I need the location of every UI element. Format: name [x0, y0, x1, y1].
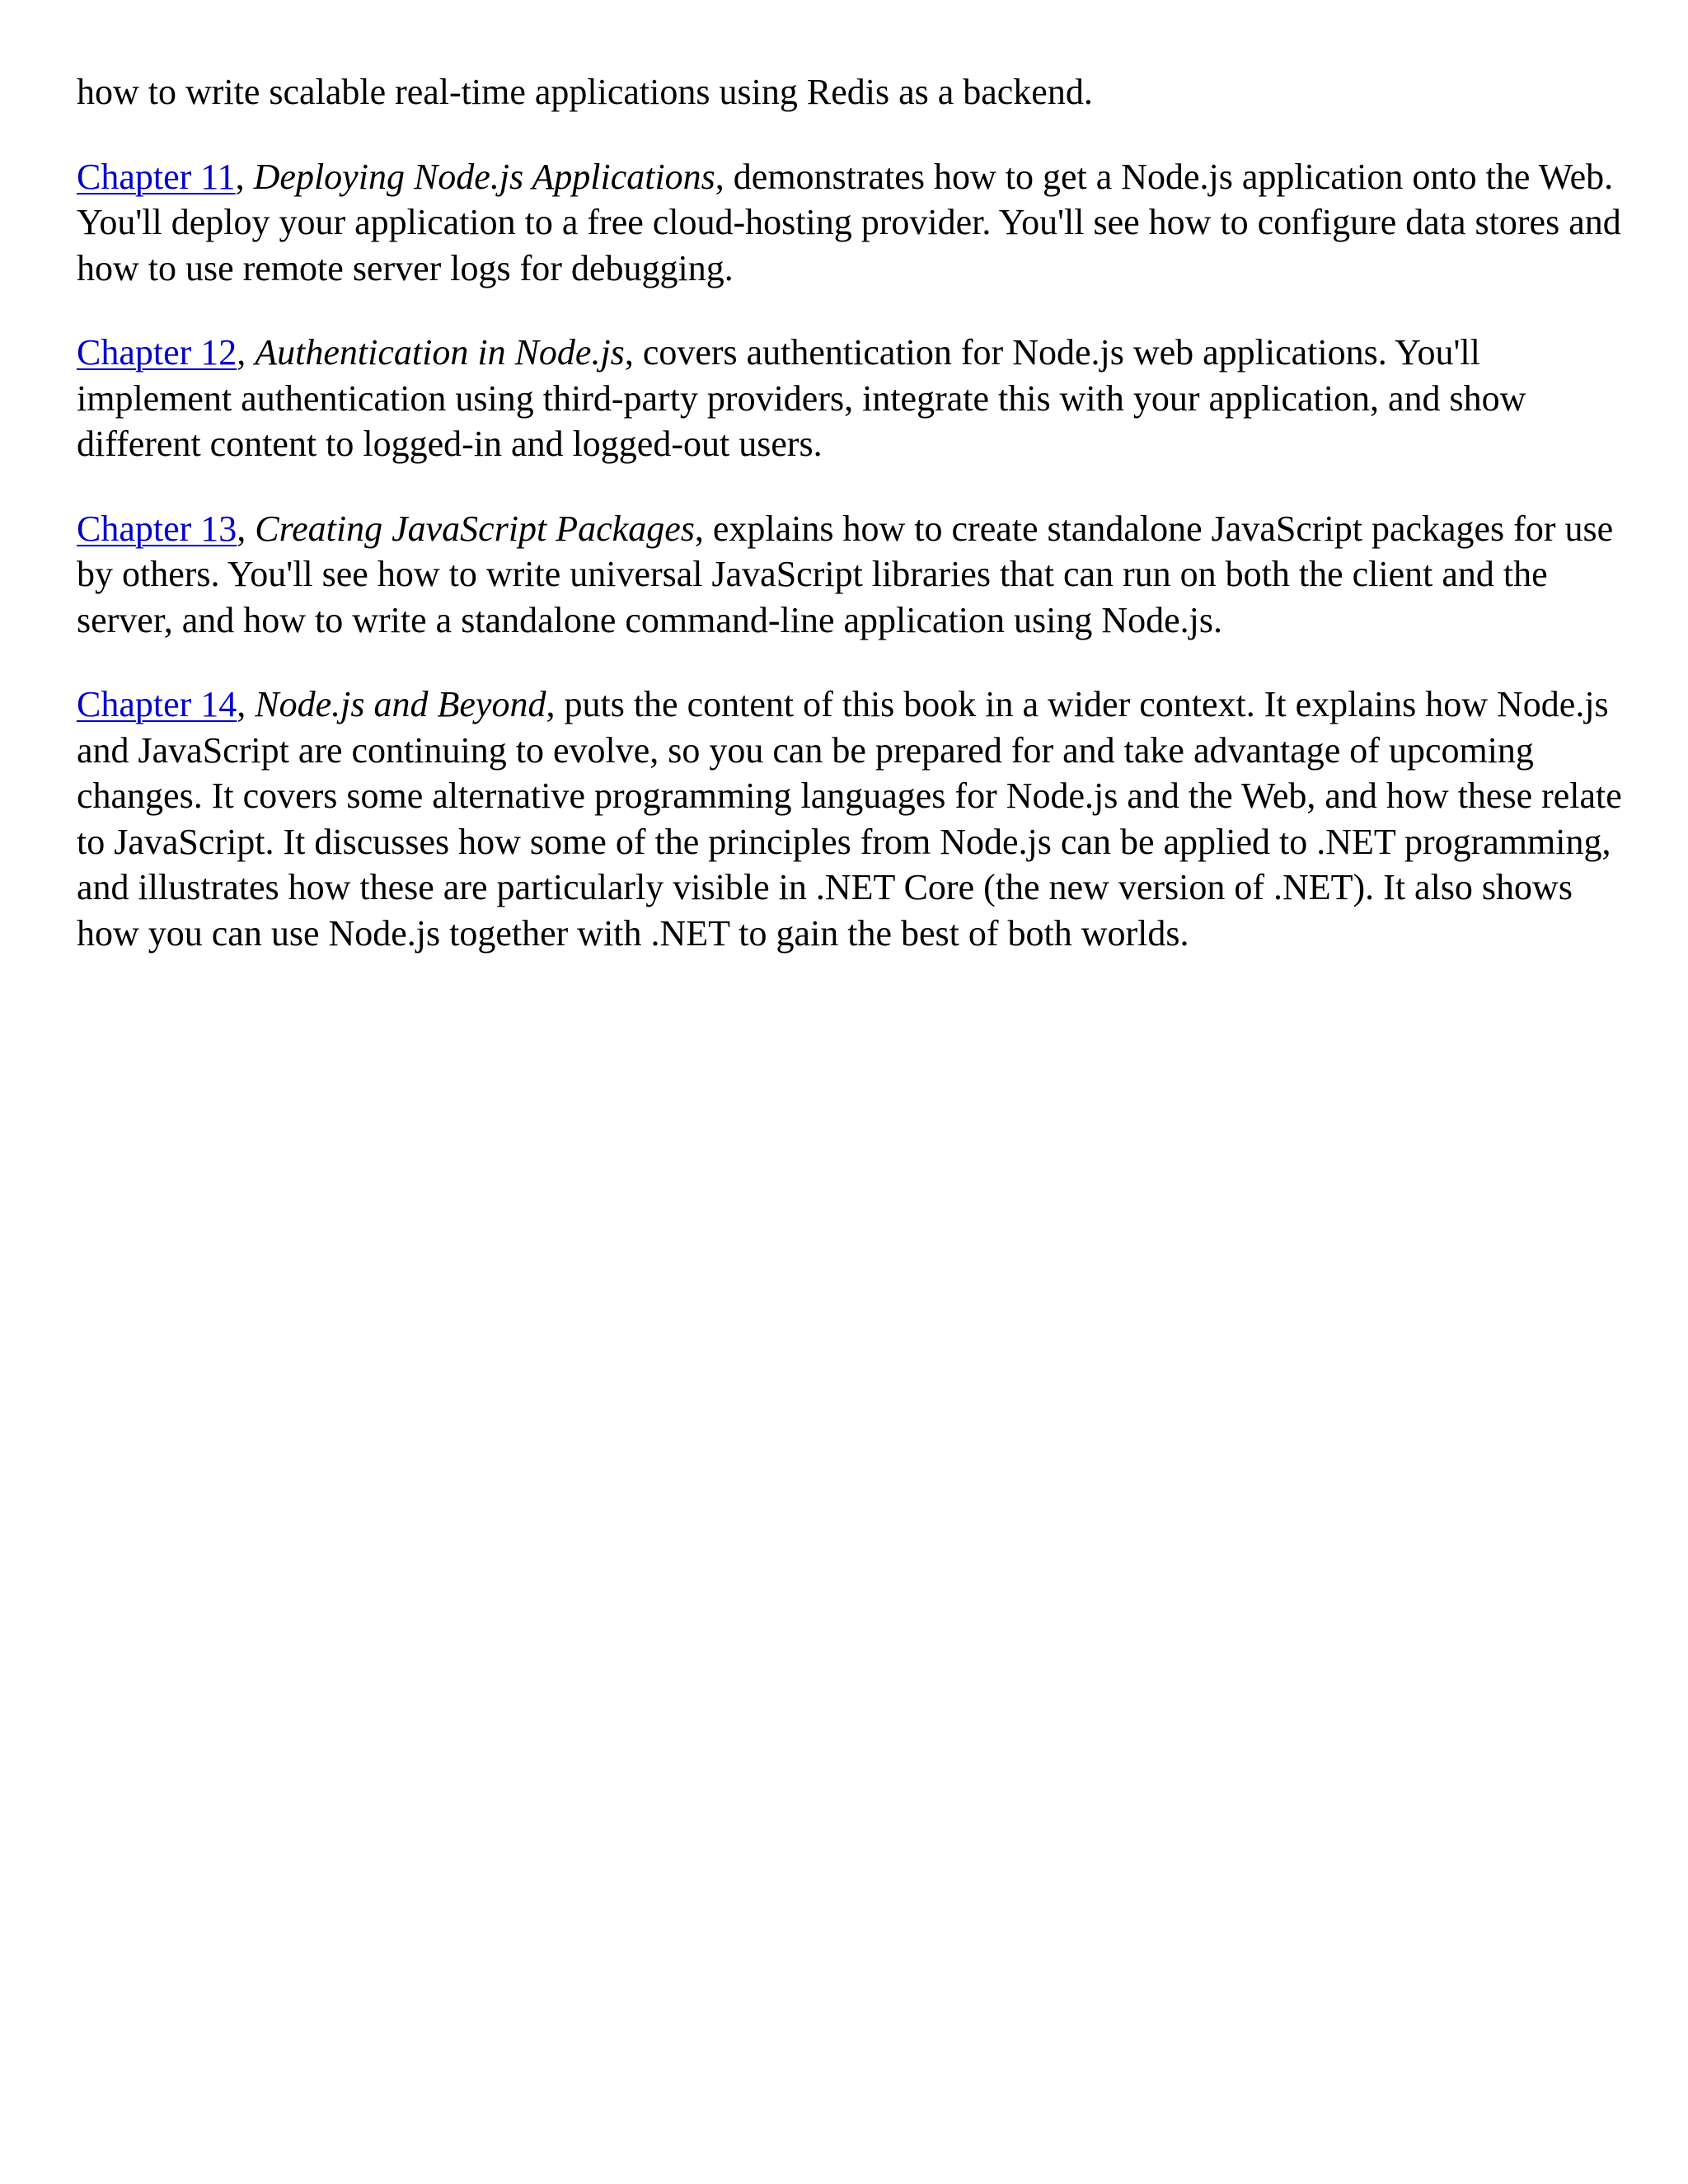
chapter-14-description: , puts the content of this book in a wider context. It explains how Node.js and JavaScript are continuing to evolve, so you can be prepared for and take advantage of upcoming changes. It covers some alternative programming languages for Node.js and the Web, and how these relate to JavaScript. It discusses how some of the principles from Node.js can be applied to .NET programming, and illustrates how these are particularly visible in .NET Core (the new version of .NET). It also shows how you can use Node.js together with .NET to gain the best of both worlds. [77, 684, 1622, 954]
document-page [77, 69, 1626, 995]
chapter-12-paragraph [77, 330, 1626, 467]
chapter-12-description: , covers authentication for Node.js web applications. You'll implement authentication using third-party providers, integrate this with your application, and show different content to logged-in and logged-out users. [77, 332, 1526, 464]
chapter-11-link[interactable]: Chapter 11 [77, 156, 236, 197]
chapter-14-title: Node.js and Beyond [255, 684, 546, 724]
chapter-12-separator: , [237, 332, 256, 373]
chapter-11-description: , demonstrates how to get a Node.js application onto the Web. You'll deploy your application to a free cloud-hosting provider. You'll see how to configure data stores and how to use remote server logs for debugging. [77, 156, 1621, 288]
chapter-11-paragraph [77, 154, 1626, 292]
chapter-13-link[interactable]: Chapter 13 [77, 508, 237, 549]
chapter-11-title: Deploying Node.js Applications [253, 156, 715, 197]
chapter-13-title: Creating JavaScript Packages [255, 508, 695, 549]
chapter-11-separator: , [235, 156, 254, 197]
intro-paragraph-tail: how to write scalable real-time applications using Redis as a backend. [77, 72, 1093, 112]
chapter-13-separator: , [237, 508, 256, 549]
chapter-14-paragraph [77, 682, 1626, 956]
chapter-13-paragraph [77, 506, 1626, 644]
chapter-14-link[interactable]: Chapter 14 [77, 684, 237, 724]
chapter-12-title: Authentication in Node.js [255, 332, 625, 373]
chapter-12-link[interactable]: Chapter 12 [77, 332, 237, 373]
chapter-14-separator: , [237, 684, 256, 724]
chapter-13-description: , explains how to create standalone JavaScript packages for use by others. You'll see how to write universal JavaScript libraries that can run on both the client and the server, and how to write a standalone command-line application using Node.js. [77, 508, 1614, 640]
